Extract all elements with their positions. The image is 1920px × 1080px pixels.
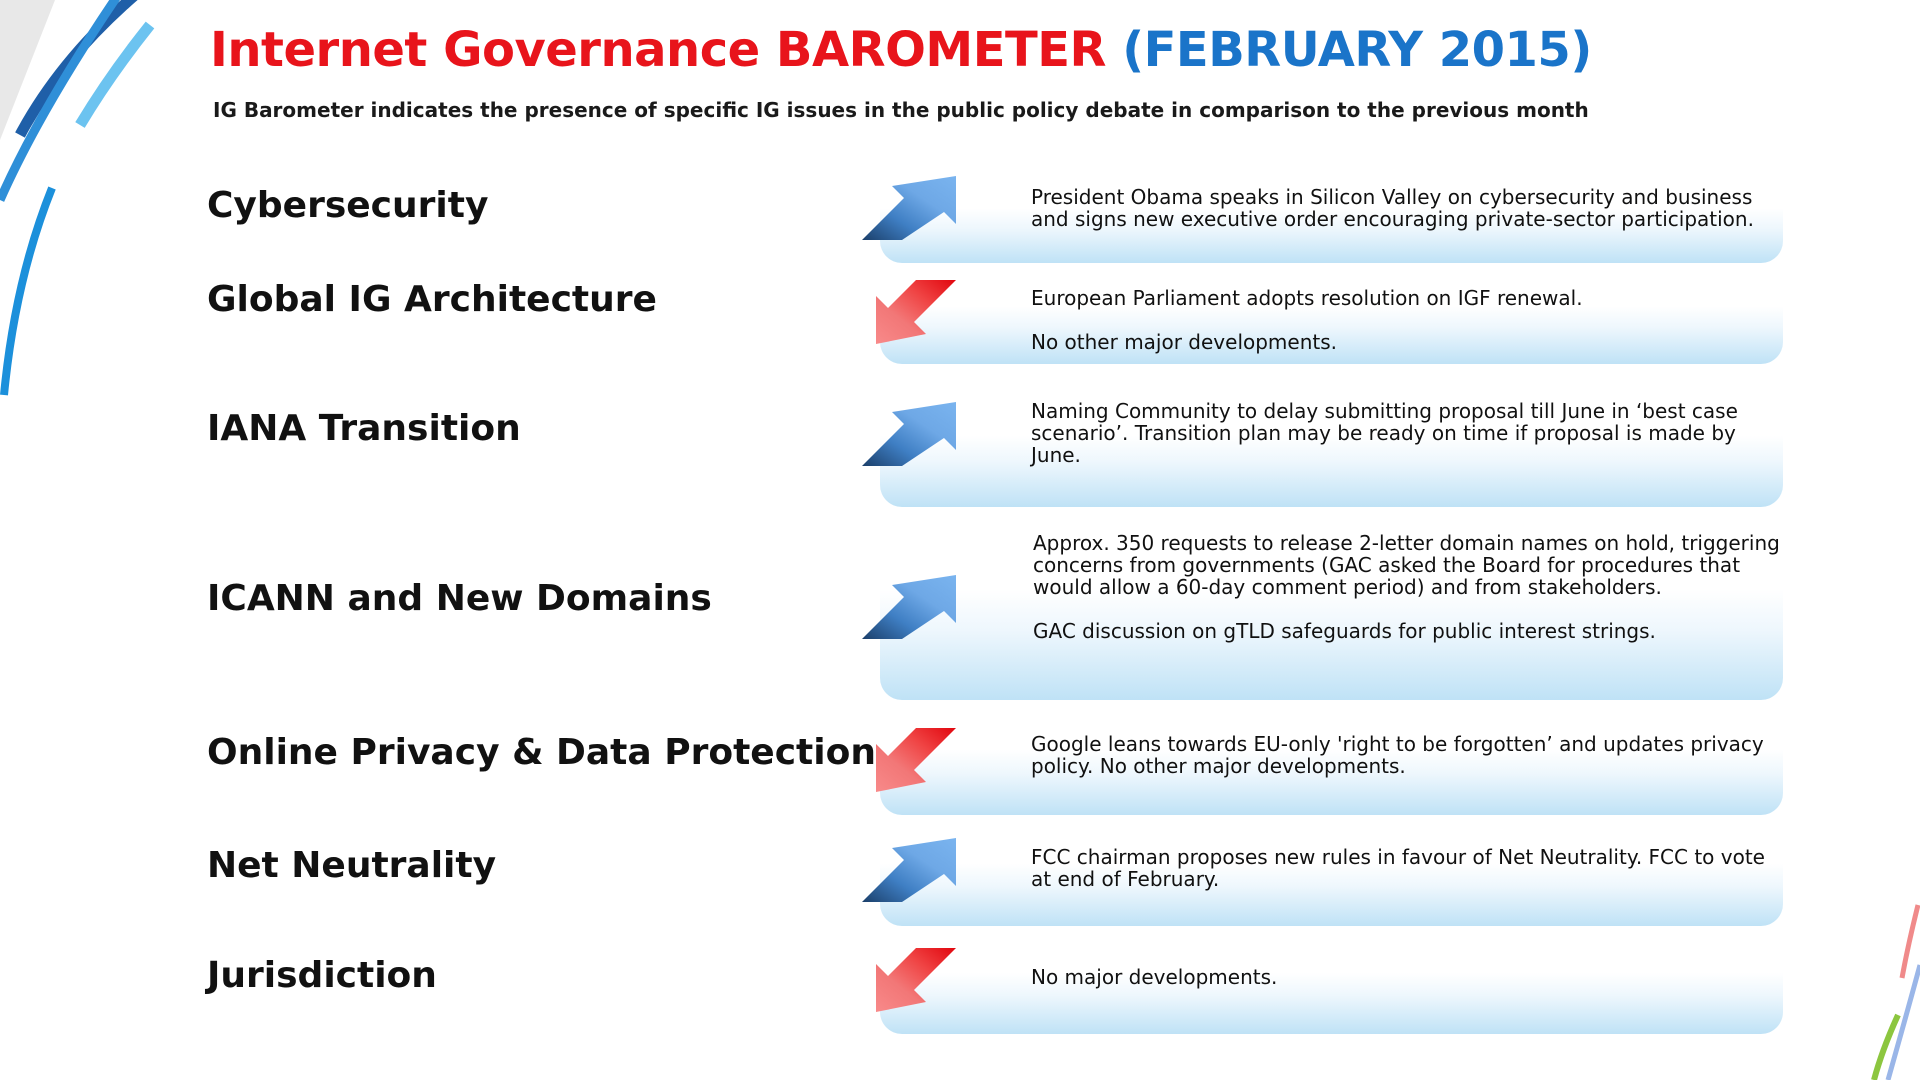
description-paragraph: Google leans towards EU-only 'right to be forgotten’ and updates privacy policy. No other major developments. (1031, 732, 1764, 778)
description-paragraph: No major developments. (1031, 965, 1278, 989)
description-paragraph: European Parliament adopts resolution on IGF renewal. (1031, 286, 1583, 310)
topic-label: Net Neutrality (207, 845, 497, 886)
topic-description (1033, 532, 1781, 642)
topic-description (1031, 287, 1779, 353)
topic-label: Global IG Architecture (207, 279, 657, 320)
arrow-down-left-icon (862, 728, 958, 794)
topic-label: Cybersecurity (207, 185, 489, 226)
topic-description (1031, 846, 1779, 890)
decorative-stripes-right (1860, 890, 1920, 1080)
topic-label: ICANN and New Domains (207, 578, 712, 619)
description-paragraph: Naming Community to delay submitting proposal till June in ‘best case scenario’. Transition plan may be ready on time if proposal is made by June. (1031, 399, 1738, 467)
decorative-stripes-left (0, 0, 170, 410)
topic-label: IANA Transition (207, 408, 521, 449)
title-date: (FEBRUARY 2015) (1122, 22, 1592, 78)
topic-description (1031, 733, 1779, 777)
title-main: Internet Governance BAROMETER (210, 22, 1106, 78)
topic-description (1031, 400, 1779, 466)
arrow-down-left-icon (862, 280, 958, 346)
topic-label: Online Privacy & Data Protection (207, 732, 876, 773)
topic-label: Jurisdiction (207, 955, 437, 996)
description-paragraph: Approx. 350 requests to release 2-letter domain names on hold, triggering concerns from governments (GAC asked the Board for procedures that would allow a 60-day comment period) and from stakeholders. (1033, 531, 1780, 599)
description-paragraph: GAC discussion on gTLD safeguards for public interest strings. (1033, 619, 1656, 643)
arrow-up-right-icon (862, 838, 958, 904)
arrow-up-right-icon (862, 402, 958, 468)
page-subtitle: IG Barometer indicates the presence of specific IG issues in the public policy debate in comparison to the previous month (213, 98, 1589, 122)
arrow-up-right-icon (862, 176, 958, 242)
topic-description (1031, 966, 1779, 988)
arrow-up-right-icon (862, 575, 958, 641)
description-paragraph: FCC chairman proposes new rules in favour of Net Neutrality. FCC to vote at end of February. (1031, 845, 1765, 891)
description-paragraph: No other major developments. (1031, 330, 1338, 354)
page-title (210, 22, 1592, 78)
topic-description (1031, 186, 1779, 230)
description-paragraph: President Obama speaks in Silicon Valley on cybersecurity and business and signs new executive order encouraging private-sector participation. (1031, 185, 1754, 231)
arrow-down-left-icon (862, 948, 958, 1014)
